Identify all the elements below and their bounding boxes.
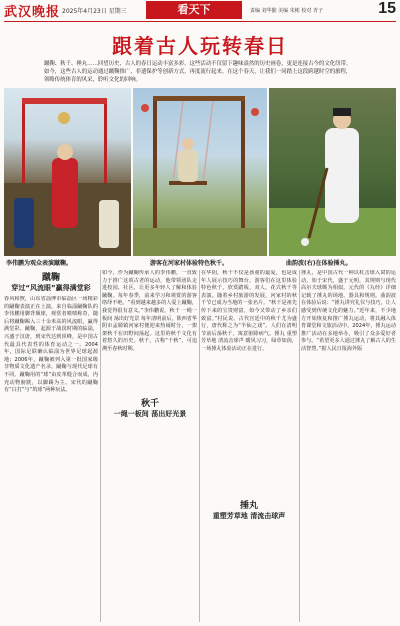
body-column-4: 捶丸，是中国古代一种以杖击球入窝的运动，始于宋代，盛于元明，其规则与现代高尔夫球颇为相似。元代的《丸经》详细记载了捶丸的场地、器具和规则。曲韵波在体验后说：“捶丸讲究礼仪与技巧，让人感受到传统文化的魅力。”近年来，不少地方开始恢复和推广捶丸运动，将其融入体育课堂和文旅活动中。2024年，捶丸运动推广活动在多地举办，吸引了众多爱好者参与。“希望更多人通过捶丸了解古人的生活智慧。”据人民日报海外版 [301, 270, 396, 352]
column-divider [100, 270, 101, 622]
photo-caption: 李伟鹏为观众表演蹴鞠。 [6, 260, 73, 267]
swing-illustration [133, 88, 267, 256]
section-heading-swing: 秋千 [140, 399, 159, 409]
section-heading-chuiwan: 捶丸 [239, 501, 258, 511]
chuiwan-illustration [269, 88, 396, 256]
issue-date: 2025年4月23日 星期三 [62, 8, 127, 15]
column-divider [299, 270, 300, 622]
photo-strip [4, 88, 396, 266]
body-column-3: 在华阴，秋千不仅是孩童的最爱，也是成年人展示技巧的舞台。游客们在这里体验特色秋千，欣赏踏板、双人、花式秋千等表演。随着乡村旅游的发展，河家村的秋千节已成为当地的一张名片。“秋千是祖先传下来的宝贵财富，如今又带动了乡亲们致富。”村民说。古代宫廷中的秋千尤为盛行，唐代称之为“半仙之戏”。人们在清明节前后荡秋千，寓意驱除病气。捶丸 重塑芳草地 清流击球声 暖风习习，绿草如茵，一场捶丸体验活动正在进行。 [201, 270, 297, 352]
section-banner: 看天下 [146, 1, 242, 19]
header-rule [4, 21, 396, 22]
photo-caption: 游客在河家村体验特色秋千。 [150, 260, 229, 267]
section-subheading-chuiwan: 重塑芳草地 清流击球声 [212, 512, 286, 520]
article-title: 跟着古人玩转春日 [112, 34, 288, 58]
section-heading-cuju: 蹴鞠 [41, 273, 60, 283]
article-lead: 蹴鞠、秋千、捶丸……回望历史，古人的春日运动丰富多彩。这些活动不仅留下趣味盎然的历史画卷，更是连接古今的文化纽带。如今，这些古人的运动通过蹴鞠推广、非遗保护等创新方式，再度流行起来。在这个春天，让我们一同踏上这段跨越时空的旅程，领略传统体育的风采，聆听文化的回响。 [44, 61, 352, 83]
photo-swing [133, 88, 267, 256]
newspaper-logo: 武汉晚报 [4, 5, 61, 20]
photo-caption: 曲韵波(右)在体验捶丸。 [286, 260, 352, 267]
page-header [0, 0, 400, 22]
body-column-2: 如今，作为蹴鞠传承人的李伟鹏，一直致力于推广这项古老的运动，他带领团队走进校园、社区，让更多年轻人了解和体验蹴鞠。每年春季，前来学习和观赏的游客络绎不绝。“看到越来越多的人爱上蹴鞠，我觉得很有意义。”李伟鹏说。秋千 一绳一板间 荡出好光景 每年清明前后，陕西省华阴市孟塬镇河家村便迎来热闹时分，一架架秋千在田野间荡起。这里的秋千文化有着悠久的历史。秋千，古称“千秋”，可追溯至春秋时期。 [102, 270, 197, 352]
photo-chuiwan [269, 88, 396, 256]
body-column-1: 春风和煦，山东省淄博市临淄区一场精彩的蹴鞠表演正在上演。来自临淄蹴鞠队的李伟鹏用脚背颠球，观赏者啧啧称奇，随后将蹴鞠踢入三十余米高的风流眼，赢得满堂彩。蹴鞠，起源于战国时期的临淄，兴盛于汉唐，到宋代达到顶峰，是中国古代最具代表性的体育运动之一。2004年，国际足联确认临淄为世界足球起源地；2006年，蹴鞠被列入第一批国家级非物质文化遗产名录。蹴鞠与现代足球有不同。蹴鞠用的“球”由皮革缝合而成，内充动物膀胱，以脚踢为主。宋代的蹴鞠有“白打”与“筑球”两种玩法。 [4, 296, 98, 394]
page-number: 15 [378, 0, 396, 17]
photo-cuju [4, 88, 131, 256]
cuju-illustration [4, 88, 131, 256]
editor-credits: 责编 刘华勤 美编 朱彬 校对 青子 [250, 8, 323, 14]
column-divider [199, 270, 200, 622]
section-subheading-cuju: 穿过“风流眼”赢得满堂彩 [11, 284, 91, 292]
section-subheading-swing: 一绳一板间 荡出好光景 [113, 410, 187, 418]
